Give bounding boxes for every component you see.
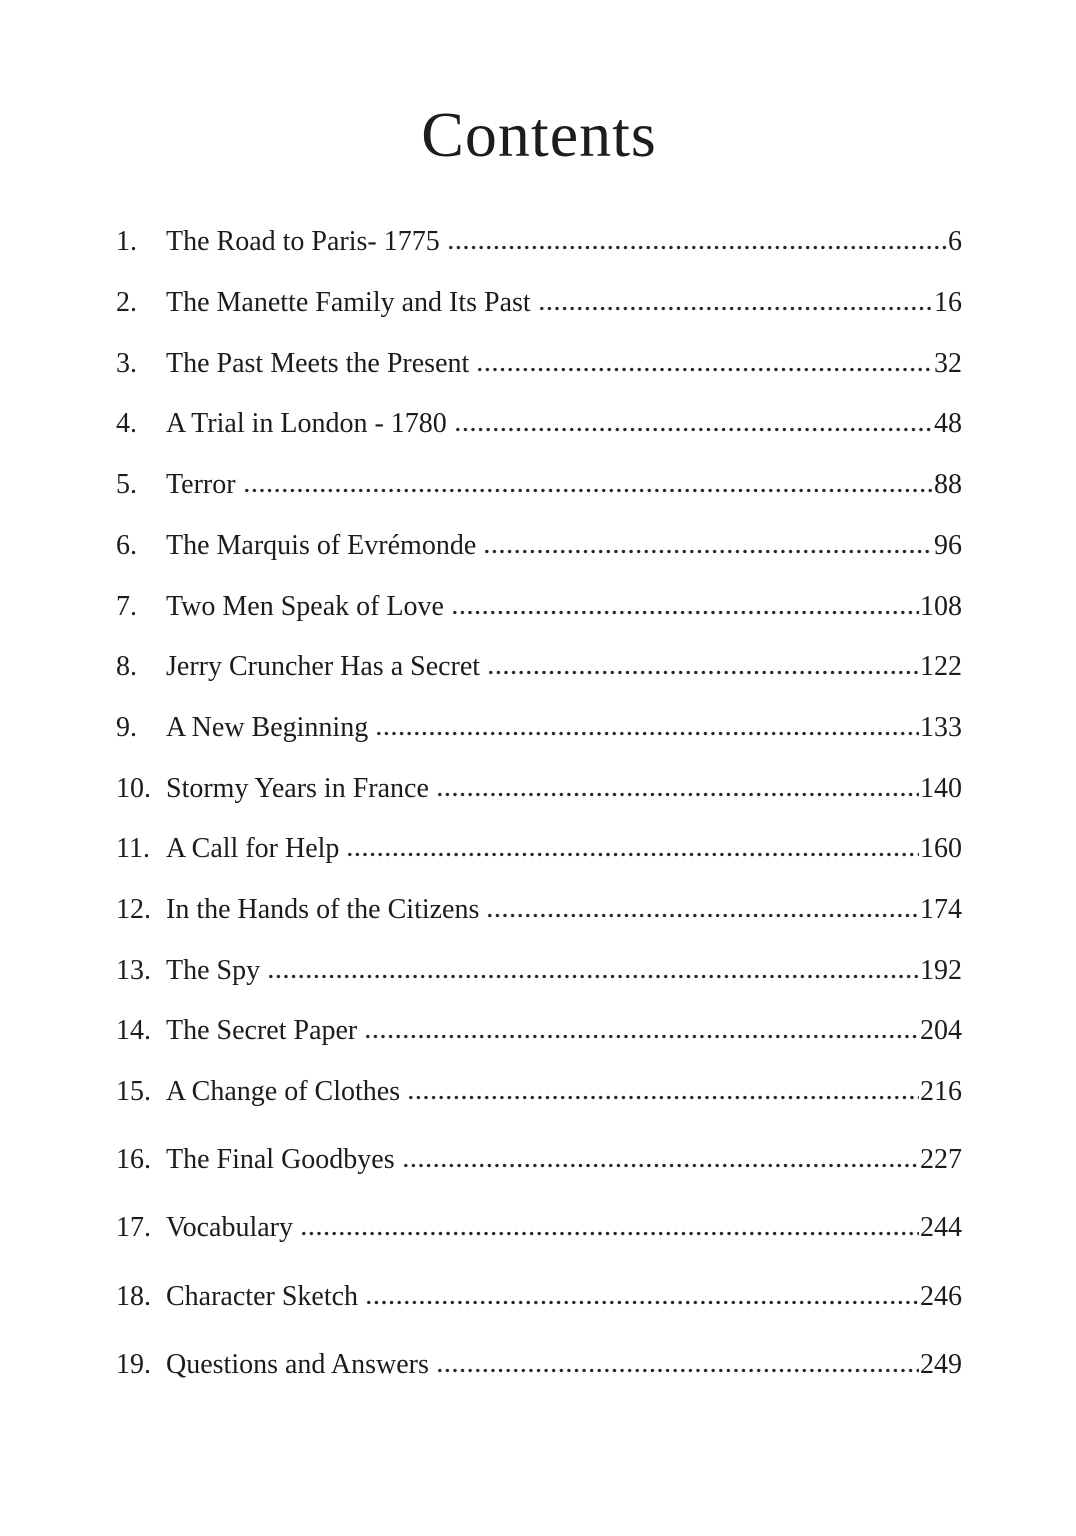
toc-entry [116, 334, 962, 395]
dotted-leader [267, 974, 919, 979]
toc-entry-number: 6. [116, 529, 137, 561]
toc-entry [116, 1001, 962, 1062]
toc-entry [116, 1198, 962, 1259]
toc-entry-title: Questions and Answers [166, 1348, 429, 1380]
dotted-leader [364, 1034, 919, 1039]
toc-entry-page-number: 204 [920, 1015, 962, 1047]
dotted-leader [365, 1300, 919, 1305]
dotted-leader [407, 1095, 919, 1100]
toc-entry [116, 1062, 962, 1123]
toc-entry-title: Two Men Speak of Love [166, 590, 444, 622]
toc-entry-title: The Final Goodbyes [166, 1144, 395, 1176]
toc-entry-title: The Marquis of Evrémonde [166, 529, 477, 561]
toc-entry-number: 4. [116, 408, 137, 440]
toc-entry [116, 941, 962, 1002]
toc-entry-title: The Manette Family and Its Past [166, 287, 531, 319]
page-title: Contents [421, 99, 657, 170]
toc-entry-page-number: 96 [934, 529, 962, 561]
dotted-leader [375, 731, 919, 736]
toc-entry-page-number: 216 [920, 1076, 962, 1108]
toc-entry [116, 1335, 962, 1396]
dotted-leader [447, 245, 947, 250]
toc-entry-number: 11. [116, 833, 150, 865]
toc-entry-title: The Road to Paris- 1775 [166, 226, 440, 258]
toc-entry-page-number: 244 [920, 1212, 962, 1244]
toc-entry-title: Stormy Years in France [166, 772, 429, 804]
toc-entry-page-number: 246 [920, 1280, 962, 1312]
toc-entry [116, 455, 962, 516]
dotted-leader [538, 306, 933, 311]
toc-entry [116, 394, 962, 455]
toc-entry-number: 9. [116, 711, 137, 743]
toc-entry-page-number: 32 [934, 347, 962, 379]
toc-list [116, 212, 962, 1395]
dotted-leader [483, 549, 933, 554]
toc-entry [116, 1130, 962, 1191]
toc-entry-title: The Past Meets the Present [166, 347, 470, 379]
toc-entry [116, 1267, 962, 1328]
toc-entry-number: 8. [116, 651, 137, 683]
toc-entry-number: 1. [116, 226, 137, 258]
toc-entry-title: A Trial in London - 1780 [166, 408, 447, 440]
toc-entry [116, 759, 962, 820]
dotted-leader [243, 488, 933, 493]
dotted-leader [436, 792, 919, 797]
toc-entry [116, 698, 962, 759]
toc-entry-number: 16. [116, 1144, 151, 1176]
toc-entry-title: The Secret Paper [166, 1015, 358, 1047]
toc-entry [116, 819, 962, 880]
toc-entry-page-number: 6 [948, 226, 962, 258]
dotted-leader [346, 852, 919, 857]
toc-entry-number: 14. [116, 1015, 151, 1047]
toc-entry-page-number: 140 [920, 772, 962, 804]
toc-entry [116, 577, 962, 638]
toc-entry-number: 15. [116, 1076, 151, 1108]
toc-entry-page-number: 192 [920, 954, 962, 986]
toc-entry-title: Vocabulary [166, 1212, 293, 1244]
toc-entry [116, 880, 962, 941]
toc-entry-number: 17. [116, 1212, 151, 1244]
toc-entry-title: A New Beginning [166, 711, 369, 743]
toc-entry-page-number: 88 [934, 469, 962, 501]
dotted-leader [436, 1368, 919, 1373]
toc-entry-page-number: 160 [920, 833, 962, 865]
toc-entry-number: 3. [116, 347, 137, 379]
dotted-leader [487, 670, 919, 675]
toc-entry [116, 637, 962, 698]
toc-entry [116, 516, 962, 577]
toc-entry [116, 273, 962, 334]
dotted-leader [300, 1231, 919, 1236]
toc-entry-number: 13. [116, 954, 151, 986]
toc-entry-number: 7. [116, 590, 137, 622]
toc-entry-title: A Call for Help [166, 833, 340, 865]
toc-entry-page-number: 133 [920, 711, 962, 743]
dotted-leader [451, 610, 919, 615]
dotted-leader [476, 367, 933, 372]
toc-entry-number: 19. [116, 1348, 151, 1380]
toc-entry-page-number: 48 [934, 408, 962, 440]
toc-entry-number: 12. [116, 893, 151, 925]
toc-entry-number: 2. [116, 287, 137, 319]
dotted-leader [402, 1163, 919, 1168]
toc-entry-number: 10. [116, 772, 151, 804]
toc-entry-page-number: 108 [920, 590, 962, 622]
toc-entry-title: Terror [166, 469, 236, 501]
dotted-leader [454, 427, 933, 432]
toc-entry-number: 18. [116, 1280, 151, 1312]
dotted-leader [486, 913, 919, 918]
toc-entry-page-number: 174 [920, 893, 962, 925]
toc-entry-page-number: 122 [920, 651, 962, 683]
toc-entry-page-number: 227 [920, 1144, 962, 1176]
toc-entry-title: In the Hands of the Citizens [166, 893, 480, 925]
toc-entry-title: The Spy [166, 954, 261, 986]
toc-entry-title: A Change of Clothes [166, 1076, 401, 1108]
toc-entry-title: Jerry Cruncher Has a Secret [166, 651, 481, 683]
toc-entry-title: Character Sketch [166, 1280, 359, 1312]
toc-entry-number: 5. [116, 469, 137, 501]
toc-entry-page-number: 16 [934, 287, 962, 319]
toc-entry-page-number: 249 [920, 1348, 962, 1380]
toc-entry [116, 212, 962, 273]
